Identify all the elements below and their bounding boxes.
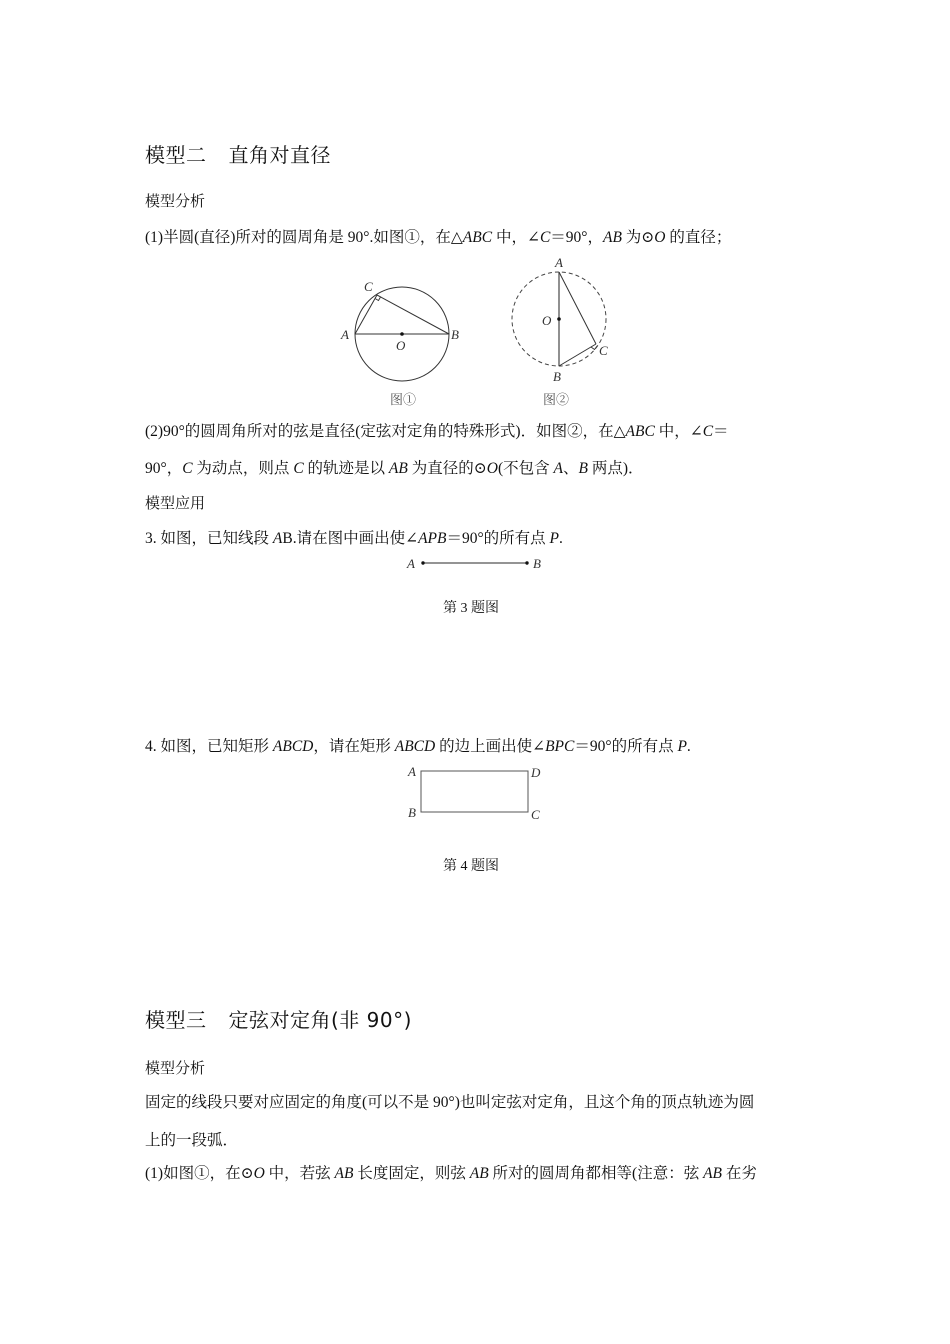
text-run: 两点)．: [587, 460, 644, 477]
text-run: 所对的圆周角都相等(注意：弦: [488, 1165, 704, 1182]
math-var: AB: [388, 460, 408, 477]
text-run: ＝90°的所有点: [446, 530, 550, 547]
text-run: 中，∠: [654, 423, 703, 440]
fig2-label-b: B: [553, 369, 561, 384]
problem-4-figure-caption: 第 4 题图: [443, 859, 499, 874]
p4-label-a: A: [408, 764, 416, 779]
math-var: P: [549, 530, 560, 547]
section-3-title-prefix: 模型三: [145, 1008, 207, 1032]
fig2-label-c: C: [599, 343, 608, 358]
section-2-point-2-line-2: [145, 456, 643, 478]
text-run: ＝: [713, 423, 729, 440]
problem-3-text: [145, 526, 563, 548]
fig2-label-a: A: [555, 255, 563, 270]
text-run: (2)90°的圆周角所对的弦是直径(定弦对定角的特殊形式)．如图②，在△: [145, 423, 626, 440]
section-2-analysis-heading: 模型分析: [145, 192, 206, 210]
text-run: 为动点，则点: [192, 460, 294, 477]
math-var: A: [272, 530, 283, 547]
fig1-label-a: A: [341, 327, 349, 342]
section-2-application-heading: 模型应用: [145, 494, 206, 512]
math-var: AB: [469, 1165, 489, 1182]
text-run: 为⊙: [621, 229, 655, 246]
math-var: O: [486, 460, 498, 477]
text-run: 、: [562, 460, 579, 477]
section-3-title-main: 定弦对定角(非 90°): [228, 1008, 412, 1032]
problem-4-rectangle-abcd: [421, 771, 528, 812]
math-var: A: [553, 460, 563, 477]
section-2-title-main: 直角对直径: [228, 143, 331, 167]
math-var: O: [253, 1165, 265, 1182]
math-var: ABCD: [394, 738, 436, 755]
section-3-analysis-heading: 模型分析: [145, 1059, 206, 1077]
math-var: P: [677, 738, 687, 755]
section-2-title-prefix: 模型二: [145, 143, 207, 167]
figure-1-caption: 图①: [390, 392, 417, 407]
math-var: ABC: [462, 229, 493, 246]
math-var: AB: [703, 1165, 723, 1182]
text-run: ＝90°的所有点: [574, 738, 678, 755]
math-var: B: [578, 460, 588, 477]
math-var: ABC: [625, 423, 655, 440]
math-var: C: [293, 460, 304, 477]
problem-3-segment-ab: [421, 561, 528, 564]
p4-label-c: C: [531, 807, 540, 822]
section-3-point-1: [145, 1161, 757, 1183]
fig1-label-b: B: [451, 327, 459, 342]
math-var: AB: [602, 229, 622, 246]
text-run: (不包含: [497, 460, 554, 477]
text-run: 中，∠: [492, 229, 540, 246]
math-var: AB: [334, 1165, 354, 1182]
text-run: 4. 如图，已知矩形: [145, 738, 273, 755]
math-var: C: [182, 460, 193, 477]
text-run: ，请在矩形: [313, 738, 395, 755]
figure-2-caption: 图②: [543, 392, 570, 407]
math-var: C: [539, 229, 551, 246]
figure-1-circle-diagram: [355, 287, 449, 381]
problem-3-figure-caption: 第 3 题图: [443, 601, 499, 616]
problem-4-text: [145, 734, 691, 756]
text-run: .: [686, 738, 691, 755]
p4-label-b: B: [408, 805, 416, 820]
text-run: 的直径；: [665, 229, 732, 246]
text-run: B.请在图中画出使∠: [282, 530, 419, 547]
text-run: ＝90°，: [550, 229, 603, 246]
section-3-title: [145, 1004, 412, 1033]
math-var: ABCD: [272, 738, 314, 755]
math-var: C: [702, 423, 714, 440]
fig1-label-o: O: [396, 338, 406, 353]
p4-label-d: D: [531, 765, 541, 780]
p3-label-b: B: [533, 556, 541, 571]
text-run: 90°，: [145, 460, 183, 477]
text-run: .: [559, 530, 563, 547]
fig1-label-c: C: [364, 279, 373, 294]
text-run: 的轨迹是以: [303, 460, 389, 477]
math-var: APB: [418, 530, 447, 547]
text-run: 3. 如图，已知线段: [145, 530, 273, 547]
p3-label-a: A: [407, 556, 415, 571]
text-run: 中，若弦: [264, 1165, 335, 1182]
figure-2-circle-diagram: [512, 272, 606, 366]
text-run: 为直径的⊙: [407, 460, 487, 477]
fig2-label-o: O: [542, 313, 552, 328]
text-run: 的边上画出使∠: [435, 738, 546, 755]
text-run: (1)半圆(直径)所对的圆周角是 90°.如图①，在△: [145, 229, 463, 246]
text-run: (1)如图①，在⊙: [145, 1165, 254, 1182]
text-run: 长度固定，则弦: [353, 1165, 470, 1182]
section-3-paragraph-line-2: 上的一段弧．: [145, 1132, 239, 1149]
text-run: 在劣: [722, 1165, 757, 1182]
section-2-point-2-line-1: [145, 419, 729, 441]
math-var: O: [654, 229, 666, 246]
math-var: BPC: [545, 738, 575, 755]
section-3-paragraph-line-1: 固定的线段只要对应固定的角度(可以不是 90°)也叫定弦对定角，且这个角的顶点轨迹为圆: [145, 1094, 755, 1111]
